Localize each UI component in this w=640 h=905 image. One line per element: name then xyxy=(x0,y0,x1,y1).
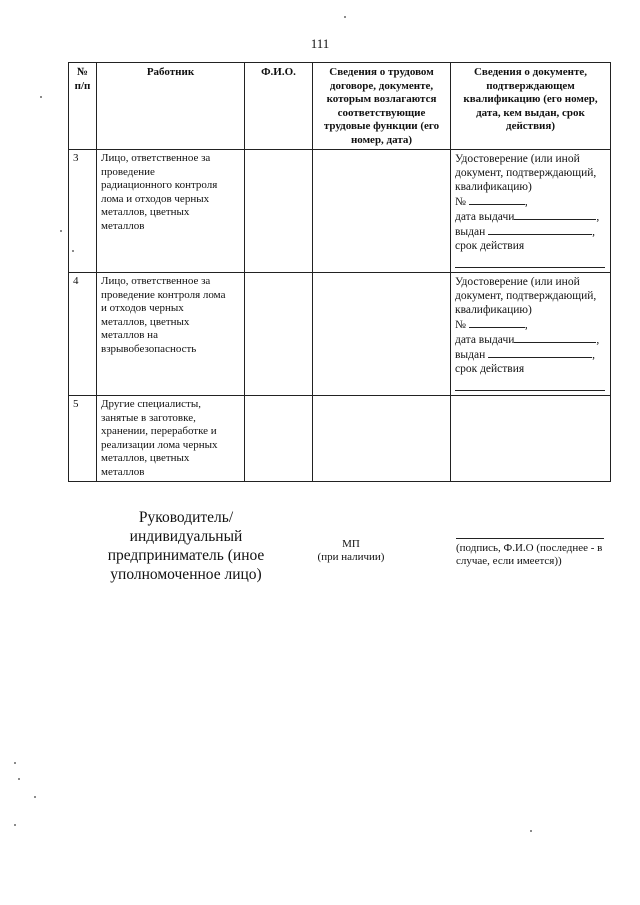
worker-line: радиационного контроля xyxy=(101,179,218,191)
stamp-block xyxy=(306,538,396,564)
worker-line: Другие специалисты, xyxy=(101,398,201,410)
worker-line: взрывобезопасность xyxy=(101,342,197,355)
table-row xyxy=(69,396,611,482)
cert-date-label: дата выдачи xyxy=(455,334,515,346)
signature-note: (подпись, Ф.И.О (последнее - в случае, если имеется)) xyxy=(456,542,603,567)
worker-line: металлов, цветных xyxy=(101,315,190,328)
cert-title-line: квалификацию) xyxy=(455,181,532,193)
cert-validity-field[interactable] xyxy=(455,376,605,391)
scan-speck xyxy=(60,230,62,232)
cert-number-field[interactable] xyxy=(469,194,525,205)
worker-line: металлов, цветных xyxy=(101,206,190,218)
cert-number-label: № xyxy=(455,319,466,331)
header-worker: Работник xyxy=(97,63,245,150)
table-header-row xyxy=(69,63,611,150)
worker-line: проведение xyxy=(101,165,155,178)
page-number: 111 xyxy=(310,36,330,51)
cert-date-field[interactable] xyxy=(514,332,596,343)
cert-date-field[interactable] xyxy=(514,209,596,220)
cert-issued-label: выдан xyxy=(455,226,486,238)
qualification-cell: Удостоверение (или иной документ, подтверждающий, квалификацию) № , дата выдачи , выдан , срок действия xyxy=(451,273,611,396)
qualification-cell[interactable] xyxy=(451,396,611,482)
cert-issued-field[interactable] xyxy=(488,224,592,235)
table-row xyxy=(69,273,611,396)
worker-line: занятые в заготовке, xyxy=(101,411,196,424)
table-row xyxy=(69,150,611,273)
cert-number-field[interactable] xyxy=(469,317,525,328)
signature-block xyxy=(456,538,606,568)
header-qualification-document: Сведения о документе, подтверждающем квалификацию (его номер, дата, кем выдан, срок действия) xyxy=(451,63,611,150)
cert-issued-label: выдан xyxy=(455,349,486,361)
worker-line: Лицо, ответственное за xyxy=(101,275,211,287)
header-number: № п/п xyxy=(69,63,97,150)
header-employment-contract: Сведения о трудовом договоре, документе, которым возлагаются соответствующие трудовые функции (его номер, дата) xyxy=(313,63,451,150)
cert-title-line: документ, подтверждающий, xyxy=(455,290,597,302)
worker-line: хранении, переработке и xyxy=(101,425,217,437)
signatory-line: индивидуальный xyxy=(129,528,243,545)
scan-speck xyxy=(344,16,346,18)
stamp-note: (при наличии) xyxy=(317,551,385,563)
signatory-line: предприниматель (иное xyxy=(107,547,265,564)
stamp-label: МП xyxy=(342,538,360,550)
worker-line: и отходов черных xyxy=(101,302,184,314)
fio-cell[interactable] xyxy=(245,150,313,273)
scan-speck xyxy=(530,830,532,832)
qualification-table xyxy=(68,62,611,482)
cert-title-line: Удостоверение (или иной xyxy=(455,276,580,288)
signatory-line: Руководитель/ xyxy=(138,509,234,526)
worker-line: металлов на xyxy=(101,329,158,341)
cert-validity-label: срок действия xyxy=(455,240,525,252)
worker-cell xyxy=(97,273,245,396)
scan-speck xyxy=(14,824,16,826)
fio-cell[interactable] xyxy=(245,273,313,396)
header-fio: Ф.И.О. xyxy=(245,63,313,150)
worker-line: лома и отходов черных xyxy=(101,192,210,205)
scan-speck xyxy=(34,796,36,798)
cert-title-line: квалификацию) xyxy=(455,304,532,316)
cert-title-line: документ, подтверждающий, xyxy=(455,167,597,179)
signatory-title xyxy=(96,508,276,584)
contract-cell[interactable] xyxy=(313,396,451,482)
worker-line: металлов xyxy=(101,219,145,232)
cert-issued-field[interactable] xyxy=(488,347,592,358)
worker-line: металлов xyxy=(101,465,145,478)
scan-speck xyxy=(40,96,42,98)
row-number: 5 xyxy=(69,396,97,482)
worker-line: Лицо, ответственное за xyxy=(101,152,211,164)
fio-cell[interactable] xyxy=(245,396,313,482)
scan-speck xyxy=(14,762,16,764)
scan-speck xyxy=(18,778,20,780)
scan-speck xyxy=(72,250,74,252)
qualification-cell: Удостоверение (или иной документ, подтверждающий, квалификацию) № , дата выдачи , выдан , срок действия xyxy=(451,150,611,273)
signature-line[interactable] xyxy=(456,538,604,539)
worker-line: металлов, цветных xyxy=(101,452,190,464)
cert-date-label: дата выдачи xyxy=(455,211,515,223)
contract-cell[interactable] xyxy=(313,150,451,273)
cert-validity-field[interactable] xyxy=(455,253,605,268)
cert-number-label: № xyxy=(455,196,466,208)
contract-cell[interactable] xyxy=(313,273,451,396)
worker-cell xyxy=(97,396,245,482)
worker-line: реализации лома черных xyxy=(101,438,218,451)
signatory-line: уполномоченное лицо) xyxy=(110,566,262,583)
row-number: 3 xyxy=(69,150,97,273)
worker-line: проведение контроля лома xyxy=(101,288,226,301)
row-number: 4 xyxy=(69,273,97,396)
worker-cell xyxy=(97,150,245,273)
cert-title-line: Удостоверение (или иной xyxy=(455,153,580,165)
cert-validity-label: срок действия xyxy=(455,363,525,375)
